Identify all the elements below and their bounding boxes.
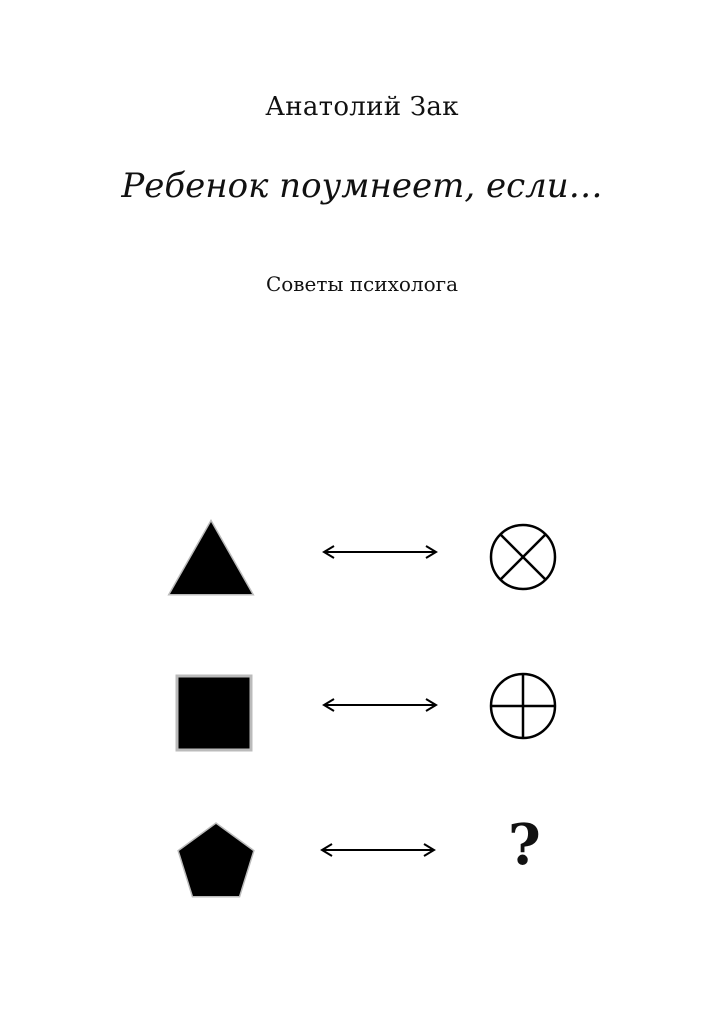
book-title: Ребенок поумнеет, если… [121,166,603,206]
double-arrow-icon [320,544,440,560]
filled-square-icon [174,673,254,753]
author-name: Анатолий Зак [265,92,459,122]
puzzle-row-2 [0,665,724,775]
double-arrow-icon [320,697,440,713]
filled-triangle-icon [166,518,256,598]
double-arrow-icon [318,842,438,858]
circle-with-plus-icon [488,671,558,741]
question-mark: ? [508,812,541,878]
circle-with-x-icon [488,522,558,592]
puzzle-row-3 [0,812,724,922]
book-subtitle: Советы психолога [265,272,459,296]
filled-pentagon-icon [174,818,258,902]
puzzle-row-1 [0,510,724,620]
